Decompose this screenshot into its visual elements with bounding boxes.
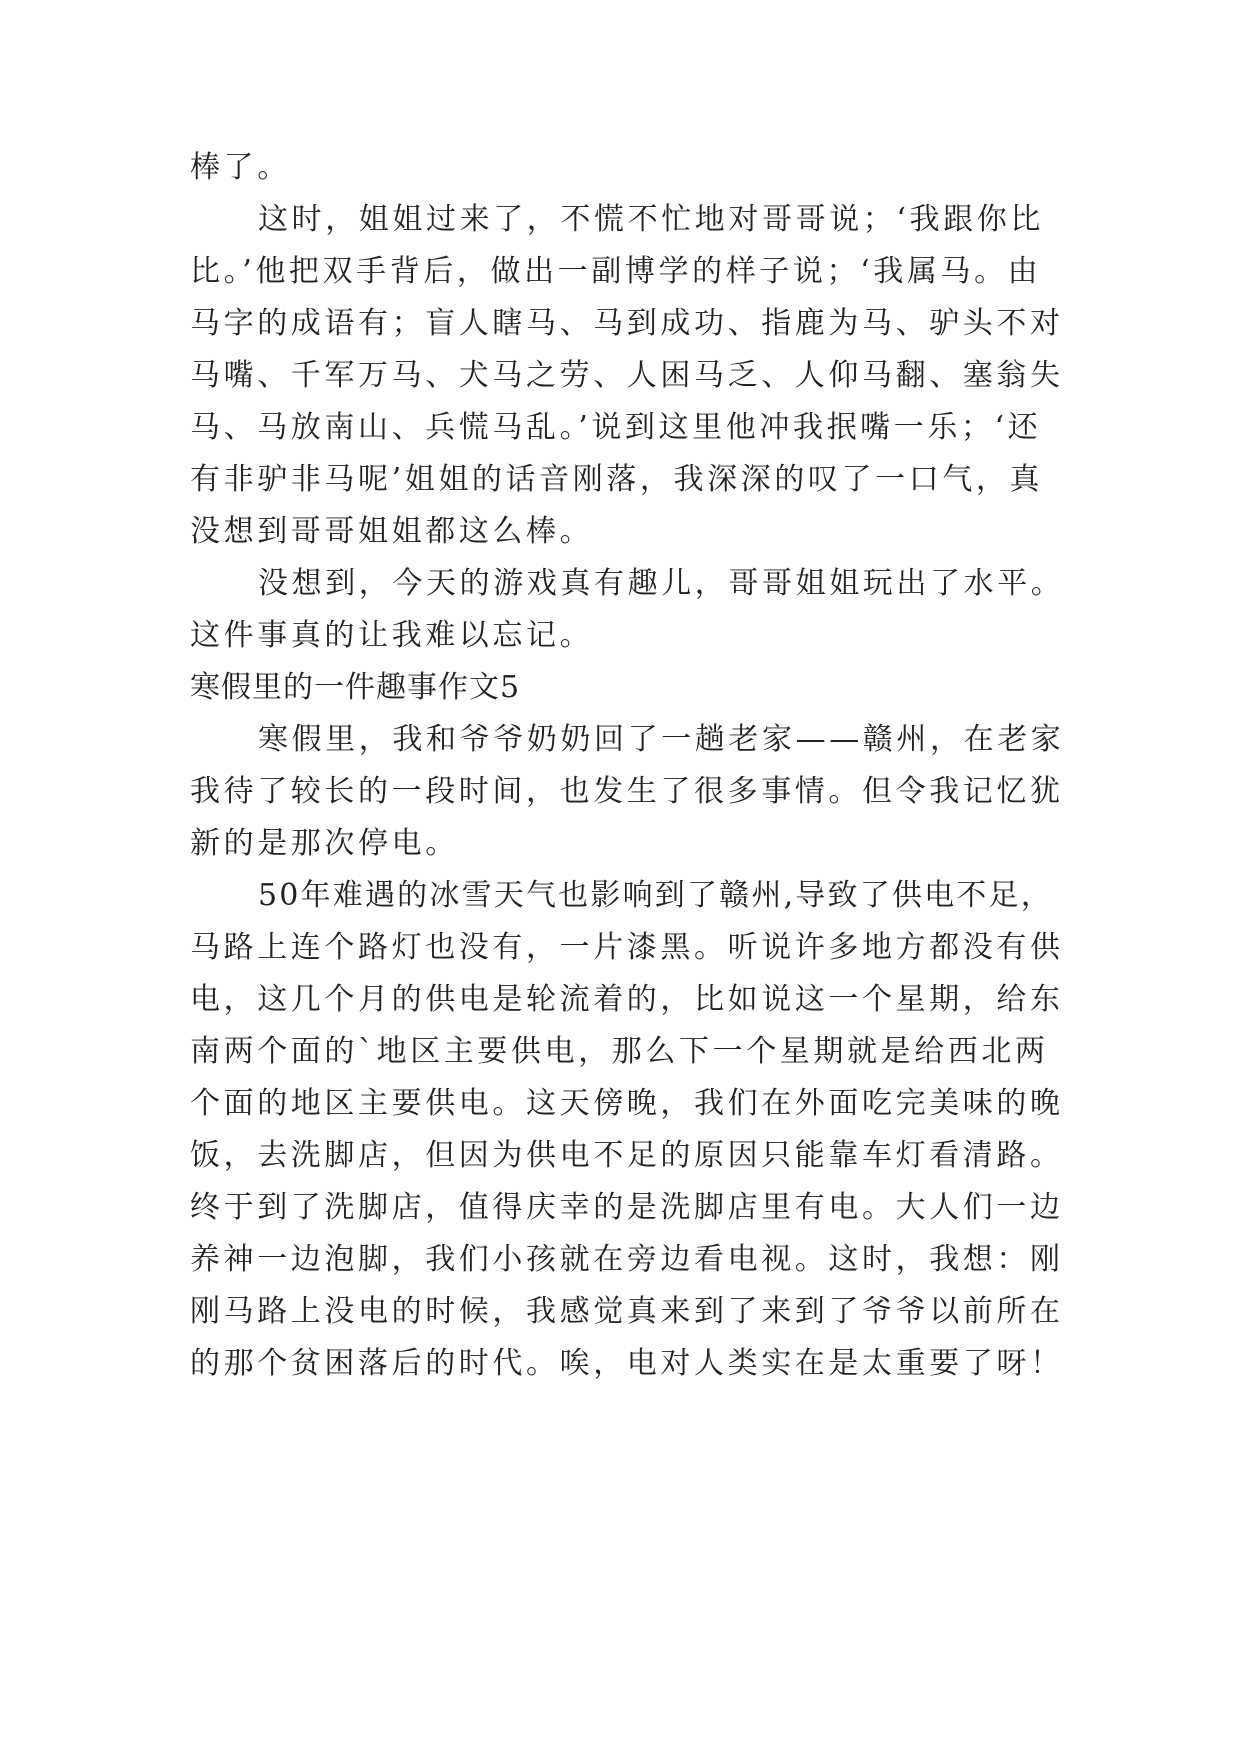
text-line: 有非驴非马呢’姐姐的话音刚落，我深深的叹了一口气，真 <box>190 462 1044 497</box>
text-line: 的那个贫困落后的时代。唉，电对人类实在是太重要了呀！ <box>190 1346 1064 1381</box>
text-line: 比。’他把双手背后，做出一副博学的样子说；‘我属马。由 <box>190 254 1042 289</box>
text-line: 个面的地区主要供电。这天傍晚，我们在外面吃完美味的晚 <box>190 1086 1064 1121</box>
text-line: 马路上连个路灯也没有，一片漆黑。听说许多地方都没有供 <box>190 930 1064 965</box>
text-line: 刚马路上没电的时候，我感觉真来到了来到了爷爷以前所在 <box>190 1294 1064 1329</box>
text-line: 马字的成语有；盲人瞎马、马到成功、指鹿为马、驴头不对 <box>190 306 1064 341</box>
text-line: 电，这几个月的供电是轮流着的，比如说这一个星期，给东 <box>190 982 1064 1017</box>
text-line: 马、马放南山、兵慌马乱。’说到这里他冲我抿嘴一乐；‘还 <box>190 410 1042 445</box>
text-line: 南两个面的`地区主要供电，那么下一个星期就是给西北两 <box>190 1034 1049 1069</box>
text-line: 我待了较长的一段时间，也发生了很多事情。但令我记忆犹 <box>190 774 1064 809</box>
text-line: 寒假里，我和爷爷奶奶回了一趟老家——赣州，在老家 <box>258 722 1065 757</box>
text-line: 新的是那次停电。 <box>190 826 459 861</box>
text-line: 饭，去洗脚店，但因为供电不足的原因只能靠车灯看清路。 <box>190 1138 1064 1173</box>
text-line: 50年难遇的冰雪天气也影响到了赣州,导致了供电不足， <box>258 878 1053 913</box>
text-line: 没想到，今天的游戏真有趣儿，哥哥姐姐玩出了水平。 <box>258 566 1065 601</box>
text-line: 这件事真的让我难以忘记。 <box>190 618 594 653</box>
text-line: 养神一边泡脚，我们小孩就在旁边看电视。这时，我想：刚 <box>190 1242 1064 1277</box>
text-line: 没想到哥哥姐姐都这么棒。 <box>190 514 594 549</box>
text-line: 马嘴、千军万马、犬马之劳、人困马乏、人仰马翻、塞翁失 <box>190 358 1064 393</box>
text-line: 棒了。 <box>190 150 291 185</box>
section-heading: 寒假里的一件趣事作文5 <box>190 670 521 705</box>
text-line: 终于到了洗脚店，值得庆幸的是洗脚店里有电。大人们一边 <box>190 1190 1064 1225</box>
text-line: 这时，姐姐过来了，不慌不忙地对哥哥说；‘我跟你比 <box>258 202 1044 237</box>
